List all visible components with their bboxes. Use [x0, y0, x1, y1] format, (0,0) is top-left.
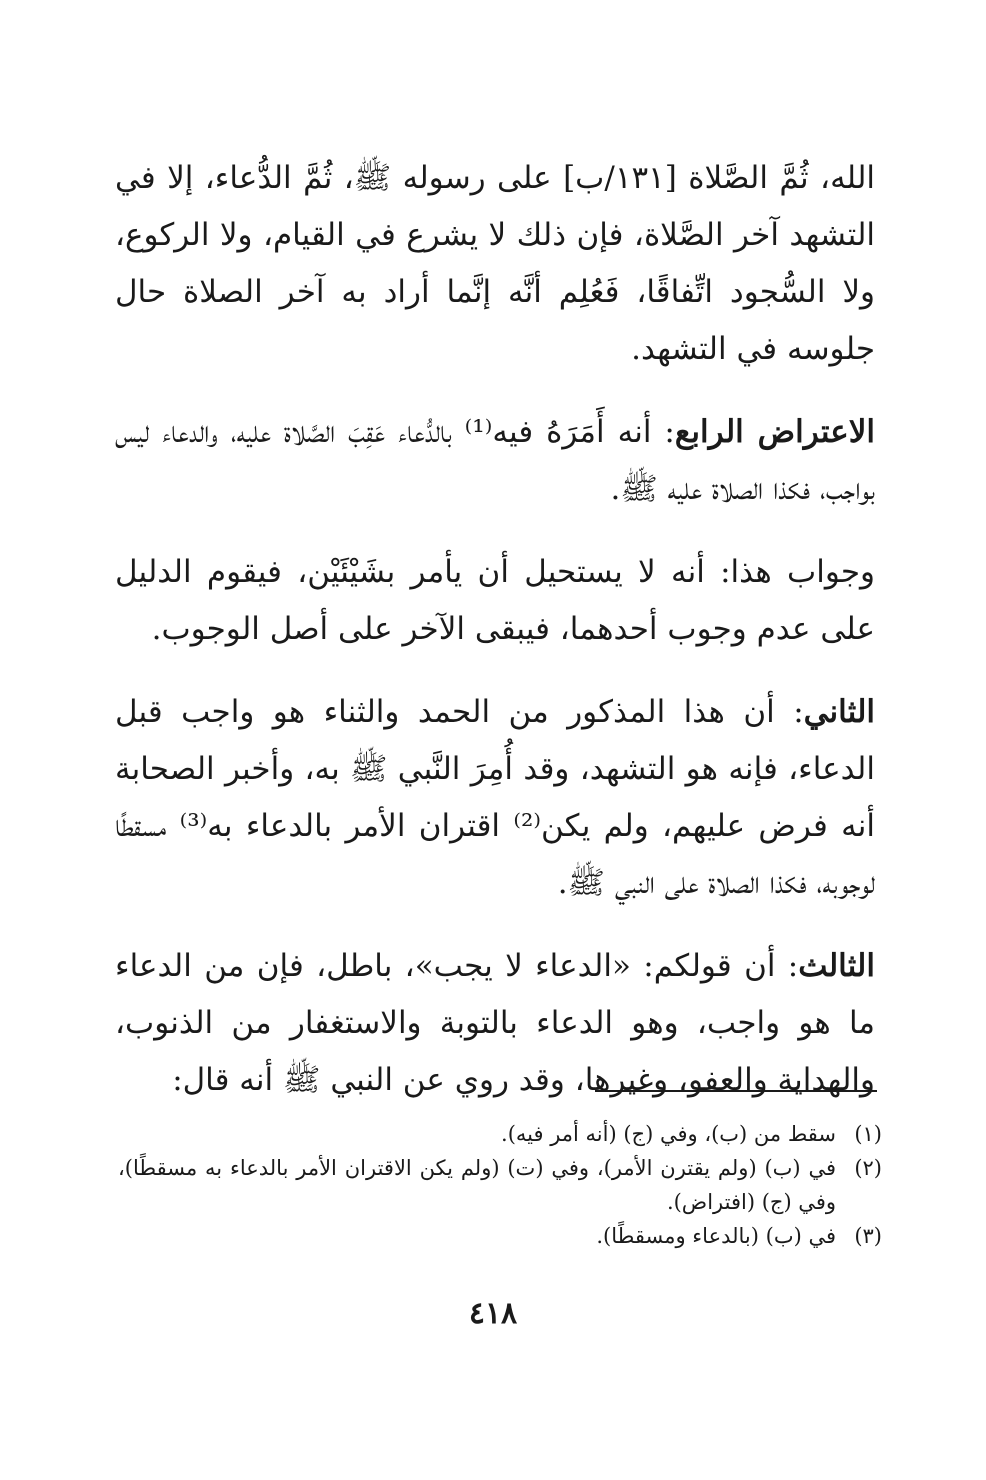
page-number: ٤١٨	[468, 1296, 518, 1331]
footnote-2-text: في (ب) (ولم يقترن الأمر)، وفي (ت) (ولم يكن الاقتران الأمر بالدعاء به مسقطًا)، وفي (ج) (افتراض).	[118, 1156, 836, 1214]
paragraph-2	[115, 404, 875, 518]
footnote-separator	[595, 1090, 877, 1092]
paragraph-2-lead: الاعتراض الرابع	[674, 414, 875, 450]
main-text	[115, 150, 875, 1135]
footnote-3-text: في (ب) (بالدعاء ومسقطًا).	[596, 1224, 836, 1248]
paragraph-3	[115, 544, 875, 658]
footnote-1-number: (١)	[854, 1122, 882, 1146]
paragraph-5-text: : أن قولكم: «الدعاء لا يجب»، باطل، فإن من الدعاء ما هو واجب، وهو الدعاء بالتوبة والاستغفار من الذنوب، والهداية والعفو، وغيرها، وقد روي عن النبي ﷺ أنه قال:	[115, 948, 875, 1098]
paragraph-5-lead: الثالث	[798, 948, 875, 984]
footnote-3	[118, 1219, 882, 1253]
footnote-1	[118, 1117, 882, 1151]
paragraph-1	[115, 150, 875, 378]
footnote-2	[118, 1151, 882, 1219]
footnote-3-number: (٣)	[854, 1224, 882, 1248]
paragraph-4-text: : أن هذا المذكور من الحمد والثناء هو واجب قبل الدعاء، فإنه هو التشهد، وقد أُمِرَ النَّبي ﷺ به، وأخبر الصحابة أنه فرض عليهم، ولم يكن⁽²⁾ اقتران الأمر بالدعاء به⁽³⁾ مسقطًا لوجوبه، فكذا الصلاة على النبي ﷺ.	[115, 694, 875, 901]
paragraph-4-lead: الثاني	[803, 694, 875, 730]
paragraph-5	[115, 938, 875, 1109]
paragraph-4	[115, 684, 875, 912]
paragraph-1-text: الله، ثُمَّ الصَّلاة [١٣١/ب] على رسوله ﷺ، ثُمَّ الدُّعاء، إلا في التشهد آخر الصَّلاة، فإن ذلك لا يشرع في القيام، ولا الركوع، ولا السُّجود اتِّفاقًا، فَعُلِم أنَّه إنَّما أراد به آخر الصلاة حال جلوسه في التشهد.	[115, 160, 876, 367]
paragraph-3-text: وجواب هذا: أنه لا يستحيل أن يأمر بشَيْئَيْن، فيقوم الدليل على عدم وجوب أحدهما، فيبقى الآخر على أصل الوجوب.	[115, 554, 875, 647]
footnote-2-number: (٢)	[854, 1156, 882, 1180]
footnotes	[118, 1117, 882, 1253]
paragraph-2-text: : أنه أَمَرَهُ فيه⁽¹⁾ بالدُّعاء عَقِبَ الصَّلاة عليه، والدعاء ليس بواجب، فكذا الصلاة عليه ﷺ.	[115, 414, 875, 507]
footnote-1-text: سقط من (ب)، وفي (ج) (أنه أمر فيه).	[501, 1122, 836, 1146]
